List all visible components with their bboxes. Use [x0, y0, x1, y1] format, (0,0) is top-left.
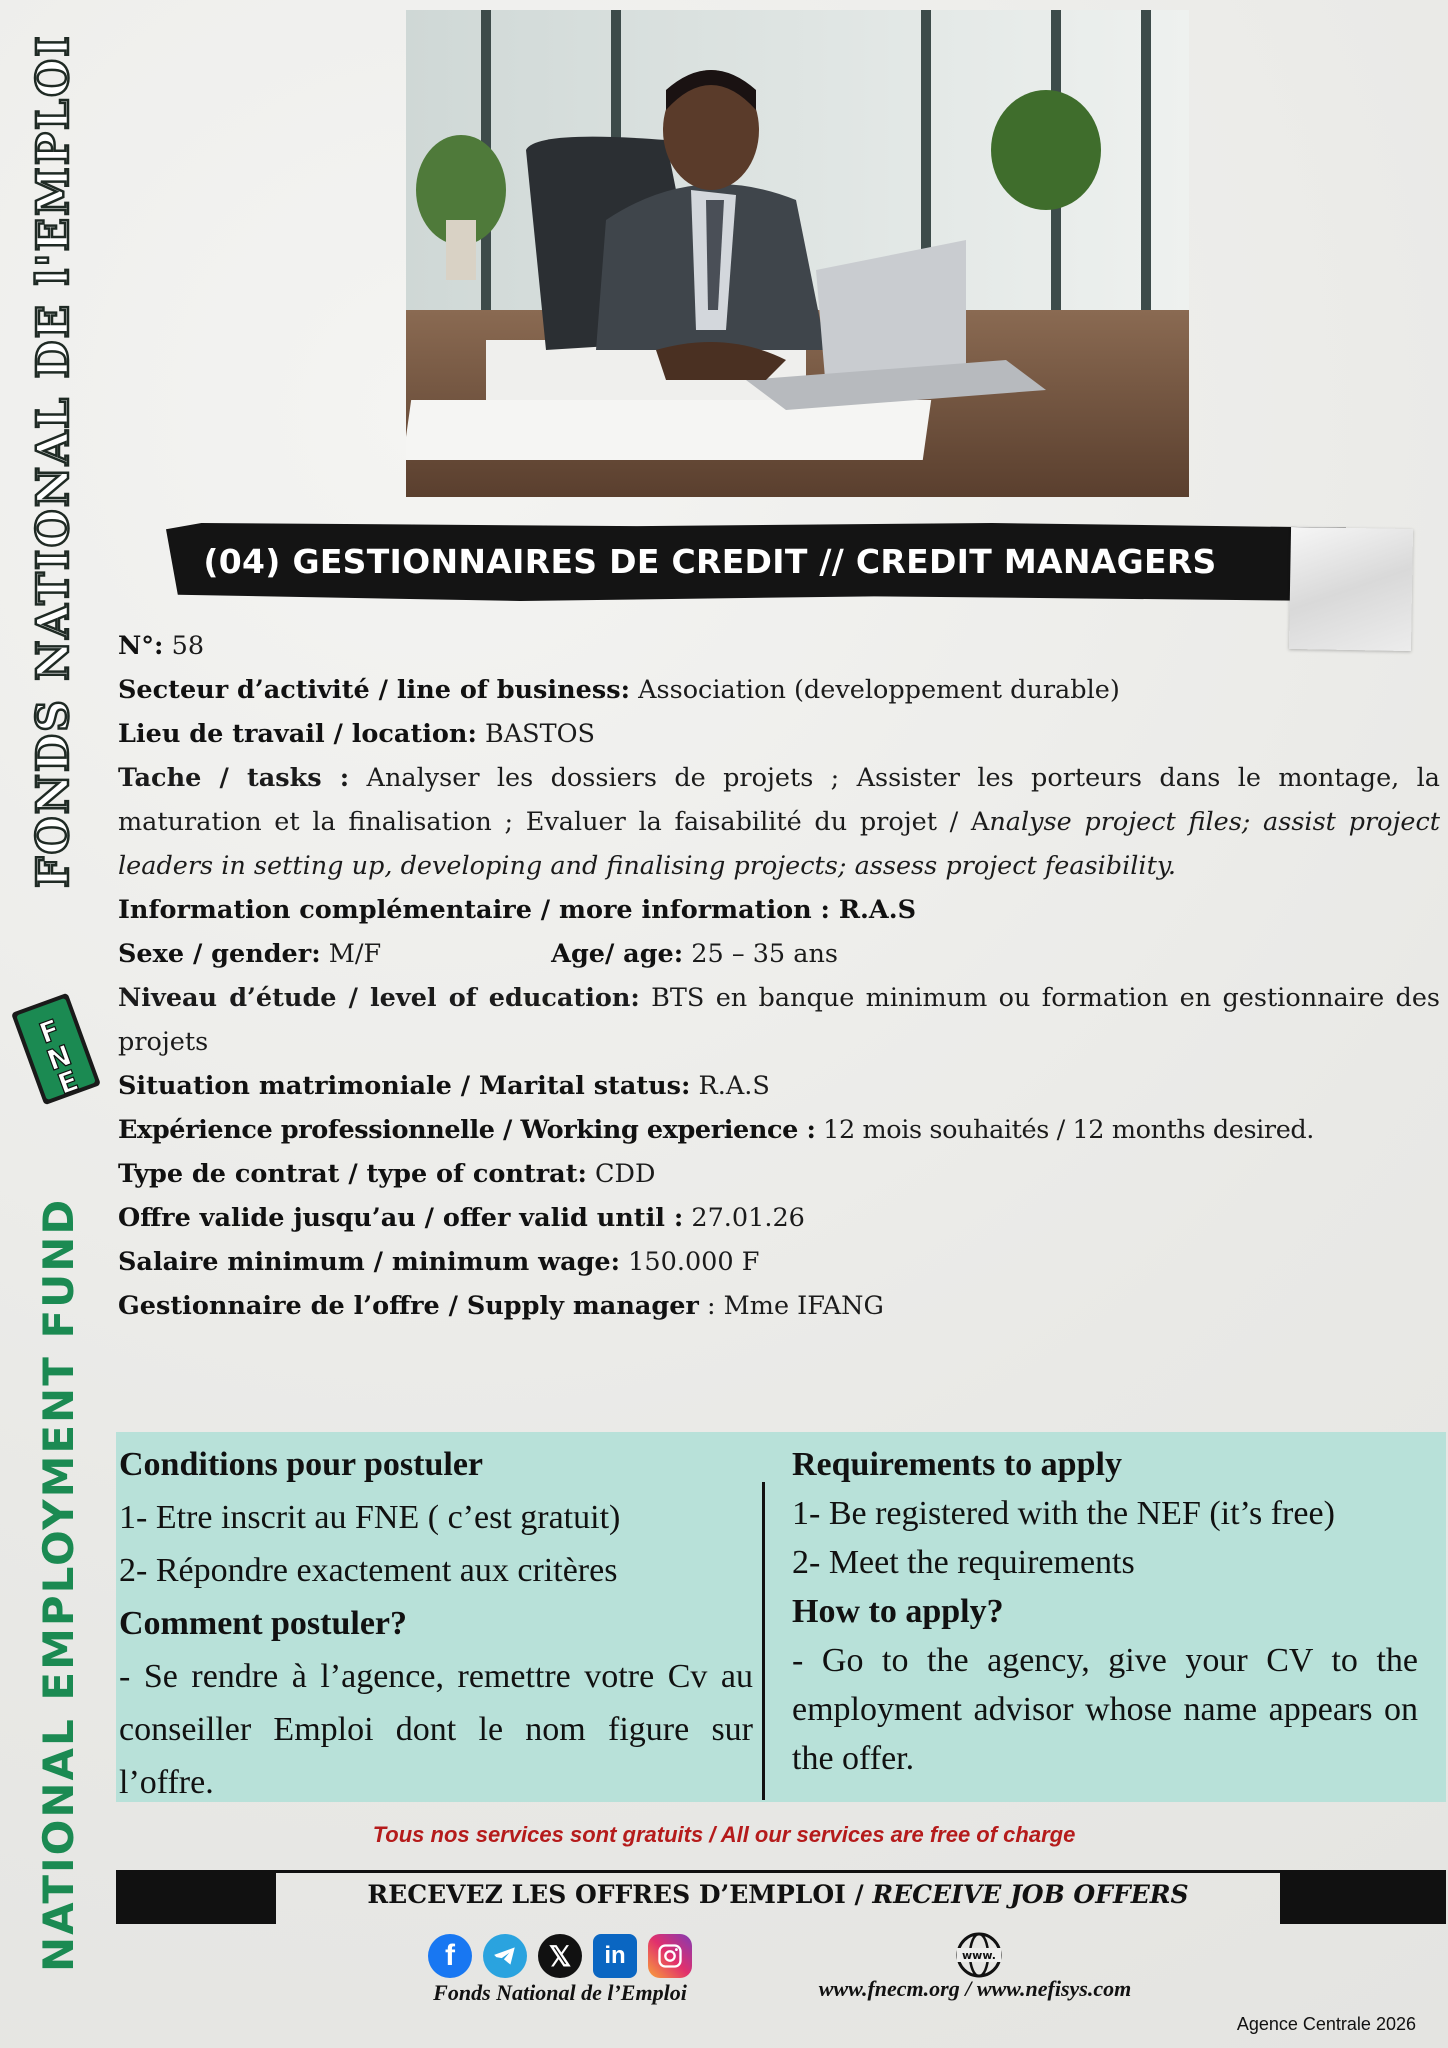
detail-tache: [118, 756, 1440, 888]
detail-experience: [118, 1108, 1440, 1152]
detail-label: Sexe / gender:: [118, 939, 321, 969]
detail-sexe-age: [118, 932, 1440, 976]
detail-niveau: [118, 976, 1440, 1064]
footer-divider: [116, 1870, 1446, 1873]
detail-value: BASTOS: [476, 719, 596, 749]
detail-situation: [118, 1064, 1440, 1108]
detail-value: 27.01.26: [683, 1203, 805, 1233]
detail-label: Salaire minimum / minimum wage:: [118, 1247, 621, 1277]
detail-label: Niveau d’étude / level of education:: [118, 983, 640, 1013]
detail-label: Gestionnaire de l’offre / Supply manager: [118, 1291, 699, 1321]
how-to-apply-heading-fr: Comment postuler?: [119, 1605, 408, 1642]
detail-value: M/F: [320, 939, 382, 969]
fne-logo-icon: [12, 990, 100, 1108]
free-services-notice: Tous nos services sont gratuits / All our services are free of charge: [372, 1822, 1076, 1847]
detail-value: Analyser les dossiers de projets ; Assister les porteurs dans le montage, la maturation et la finalisation ; Evaluer la faisabilité du projet / A: [118, 763, 1440, 837]
detail-contrat: [118, 1152, 1440, 1196]
detail-value: 150.000 F: [620, 1247, 760, 1277]
office-worker-photo: [406, 10, 1189, 497]
detail-value-english: nalyse project files; assist project leaders in setting up, developing and finalising projects; assess project feasibility.: [118, 807, 1440, 881]
detail-label: Offre valide jusqu’au / offer valid until :: [118, 1203, 684, 1233]
instagram-icon[interactable]: [648, 1934, 692, 1978]
social-links: [428, 1934, 692, 1978]
detail-value: 25 – 35 ans: [683, 939, 838, 969]
conditions-divider: [762, 1482, 765, 1800]
job-title: (04) GESTIONNAIRES DE CREDIT // CREDIT MANAGERS: [203, 542, 1217, 581]
receive-offers-en: RECEIVE JOB OFFERS: [872, 1880, 1189, 1909]
svg-text:www.: www.: [962, 1949, 996, 1962]
detail-label: N°:: [118, 631, 164, 661]
fne-name: Fonds National de l’Emploi: [433, 1980, 687, 2005]
detail-value: 58: [163, 631, 205, 661]
conditions-heading-fr: Conditions pour postuler: [119, 1446, 484, 1483]
condition-item: 2- Meet the requirements: [792, 1544, 1135, 1581]
svg-text:E: E: [53, 1063, 83, 1102]
conditions-heading-en: Requirements to apply: [792, 1446, 1122, 1483]
job-details: [118, 624, 1440, 1328]
detail-label: Age/ age:: [551, 939, 684, 969]
footer-block-left: [116, 1872, 276, 1924]
detail-salaire: [118, 1240, 1440, 1284]
svg-text:F: F: [35, 1012, 65, 1051]
detail-secteur: [118, 668, 1440, 712]
telegram-icon[interactable]: [483, 1934, 527, 1978]
detail-label: Secteur d’activité / line of business:: [118, 675, 630, 705]
agency-label: Agence Centrale 2026: [1236, 2014, 1416, 2034]
side-title-en: NATIONAL EMPLOYMENT FUND: [34, 1197, 83, 1972]
detail-numero: [118, 624, 1440, 668]
receive-offers-fr: RECEVEZ LES OFFRES D’EMPLOI /: [367, 1880, 873, 1909]
receive-offers-heading: [276, 1880, 1280, 1909]
detail-value: 12 mois souhaités / 12 months desired.: [815, 1115, 1315, 1145]
detail-value: CDD: [586, 1159, 656, 1189]
how-to-apply-text-en: - Go to the agency, give your CV to the employment advisor whose name appears on the offer.: [792, 1642, 1418, 1777]
detail-validite: [118, 1196, 1440, 1240]
how-to-apply-text-fr: - Se rendre à l’agence, remettre votre Cv au conseiller Emploi dont le nom figure sur l’offre.: [119, 1658, 753, 1801]
condition-item: 1- Be registered with the NEF (it’s free): [792, 1495, 1335, 1532]
side-title-fr: FONDS NATIONAL DE l'EMPLOI: [28, 34, 79, 888]
condition-item: 1- Etre inscrit au FNE ( c’est gratuit): [119, 1499, 621, 1536]
conditions-fr: [119, 1438, 753, 1809]
globe-icon[interactable]: [954, 1930, 1004, 1980]
condition-item: 2- Répondre exactement aux critères: [119, 1552, 618, 1589]
detail-label: Expérience professionnelle / Working experience :: [118, 1115, 816, 1145]
facebook-icon[interactable]: f: [428, 1934, 472, 1978]
website-links[interactable]: www.fnecm.org / www.nefisys.com: [818, 1976, 1132, 2001]
detail-label: Situation matrimoniale / Marital status:: [118, 1071, 691, 1101]
detail-lieu: [118, 712, 1440, 756]
how-to-apply-heading-en: How to apply?: [792, 1593, 1004, 1630]
detail-value: Association (developpement durable): [630, 675, 1120, 705]
detail-value: R.A.S: [690, 1071, 770, 1101]
detail-label: Lieu de travail / location:: [118, 719, 477, 749]
detail-gestionnaire: [118, 1284, 1440, 1328]
detail-label: Information complémentaire / more information : R.A.S: [118, 895, 916, 925]
detail-value: BTS en banque minimum ou formation en gestionnaire des projets: [118, 983, 1440, 1057]
conditions-en: [792, 1440, 1418, 1783]
detail-label: Type de contrat / type of contrat:: [118, 1159, 587, 1189]
svg-text:N: N: [42, 1038, 76, 1078]
footer-block-right: [1280, 1872, 1446, 1924]
x-icon[interactable]: 𝕏: [538, 1934, 582, 1978]
detail-label: Tache / tasks :: [118, 763, 350, 793]
detail-value: : Mme IFANG: [698, 1291, 884, 1321]
linkedin-icon[interactable]: in: [593, 1934, 637, 1978]
detail-info: [118, 888, 1440, 932]
